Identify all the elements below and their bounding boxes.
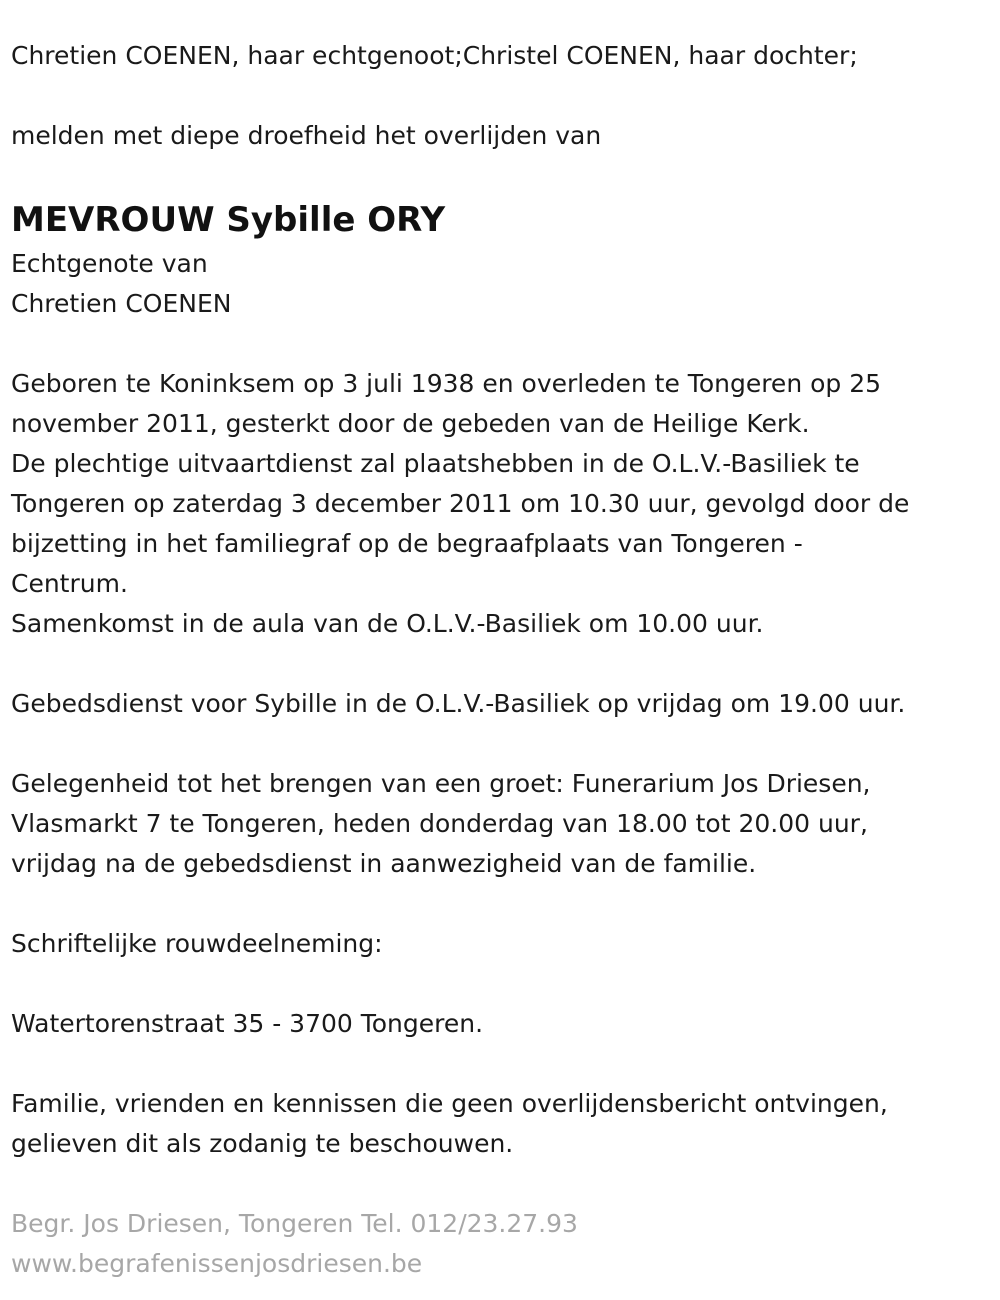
spacer: [11, 1164, 986, 1204]
details-line: Centrum.: [11, 569, 128, 598]
condolence-address: Watertorenstraat 35 - 3700 Tongeren.: [11, 1009, 484, 1038]
spacer: [11, 964, 986, 1004]
spacer: [11, 724, 986, 764]
intro-family: Chretien COENEN, haar echtgenoot;Christel COENEN, haar dochter;: [11, 41, 858, 70]
obituary-notice: [11, 36, 986, 1284]
details-line: bijzetting in het familiegraf op de begraafplaats van Tongeren -: [11, 529, 803, 558]
details-line: De plechtige uitvaartdienst zal plaatshebben in de O.L.V.-Basiliek te: [11, 449, 860, 478]
notice-line: gelieven dit als zodanig te beschouwen.: [11, 1129, 514, 1158]
undertaker-info: Begr. Jos Driesen, Tongeren Tel. 012/23.27.93: [11, 1209, 578, 1238]
relation-line: Echtgenote van: [11, 249, 208, 278]
notice-line: Familie, vrienden en kennissen die geen overlijdensbericht ontvingen,: [11, 1089, 888, 1118]
details-line: Samenkomst in de aula van de O.L.V.-Basiliek om 10.00 uur.: [11, 609, 764, 638]
prayer-service: Gebedsdienst voor Sybille in de O.L.V.-Basiliek op vrijdag om 19.00 uur.: [11, 689, 906, 718]
spacer: [11, 1044, 986, 1084]
visitation-line: Vlasmarkt 7 te Tongeren, heden donderdag van 18.00 tot 20.00 uur,: [11, 809, 868, 838]
details-line: Geboren te Koninksem op 3 juli 1938 en overleden te Tongeren op 25: [11, 369, 882, 398]
visitation-line: vrijdag na de gebedsdienst in aanwezigheid van de familie.: [11, 849, 757, 878]
spacer: [11, 884, 986, 924]
details-line: november 2011, gesterkt door de gebeden van de Heilige Kerk.: [11, 409, 810, 438]
spacer: [11, 644, 986, 684]
relation-line: Chretien COENEN: [11, 289, 232, 318]
condolence-label: Schriftelijke rouwdeelneming:: [11, 929, 383, 958]
spacer: [11, 156, 986, 196]
spacer: [11, 324, 986, 364]
announcement-text: melden met diepe droefheid het overlijden van: [11, 121, 602, 150]
spacer: [11, 76, 986, 116]
undertaker-website: www.begrafenissenjosdriesen.be: [11, 1249, 423, 1278]
visitation-line: Gelegenheid tot het brengen van een groet: Funerarium Jos Driesen,: [11, 769, 871, 798]
deceased-name: MEVROUW Sybille ORY: [11, 200, 446, 240]
details-line: Tongeren op zaterdag 3 december 2011 om 10.30 uur, gevolgd door de: [11, 489, 910, 518]
